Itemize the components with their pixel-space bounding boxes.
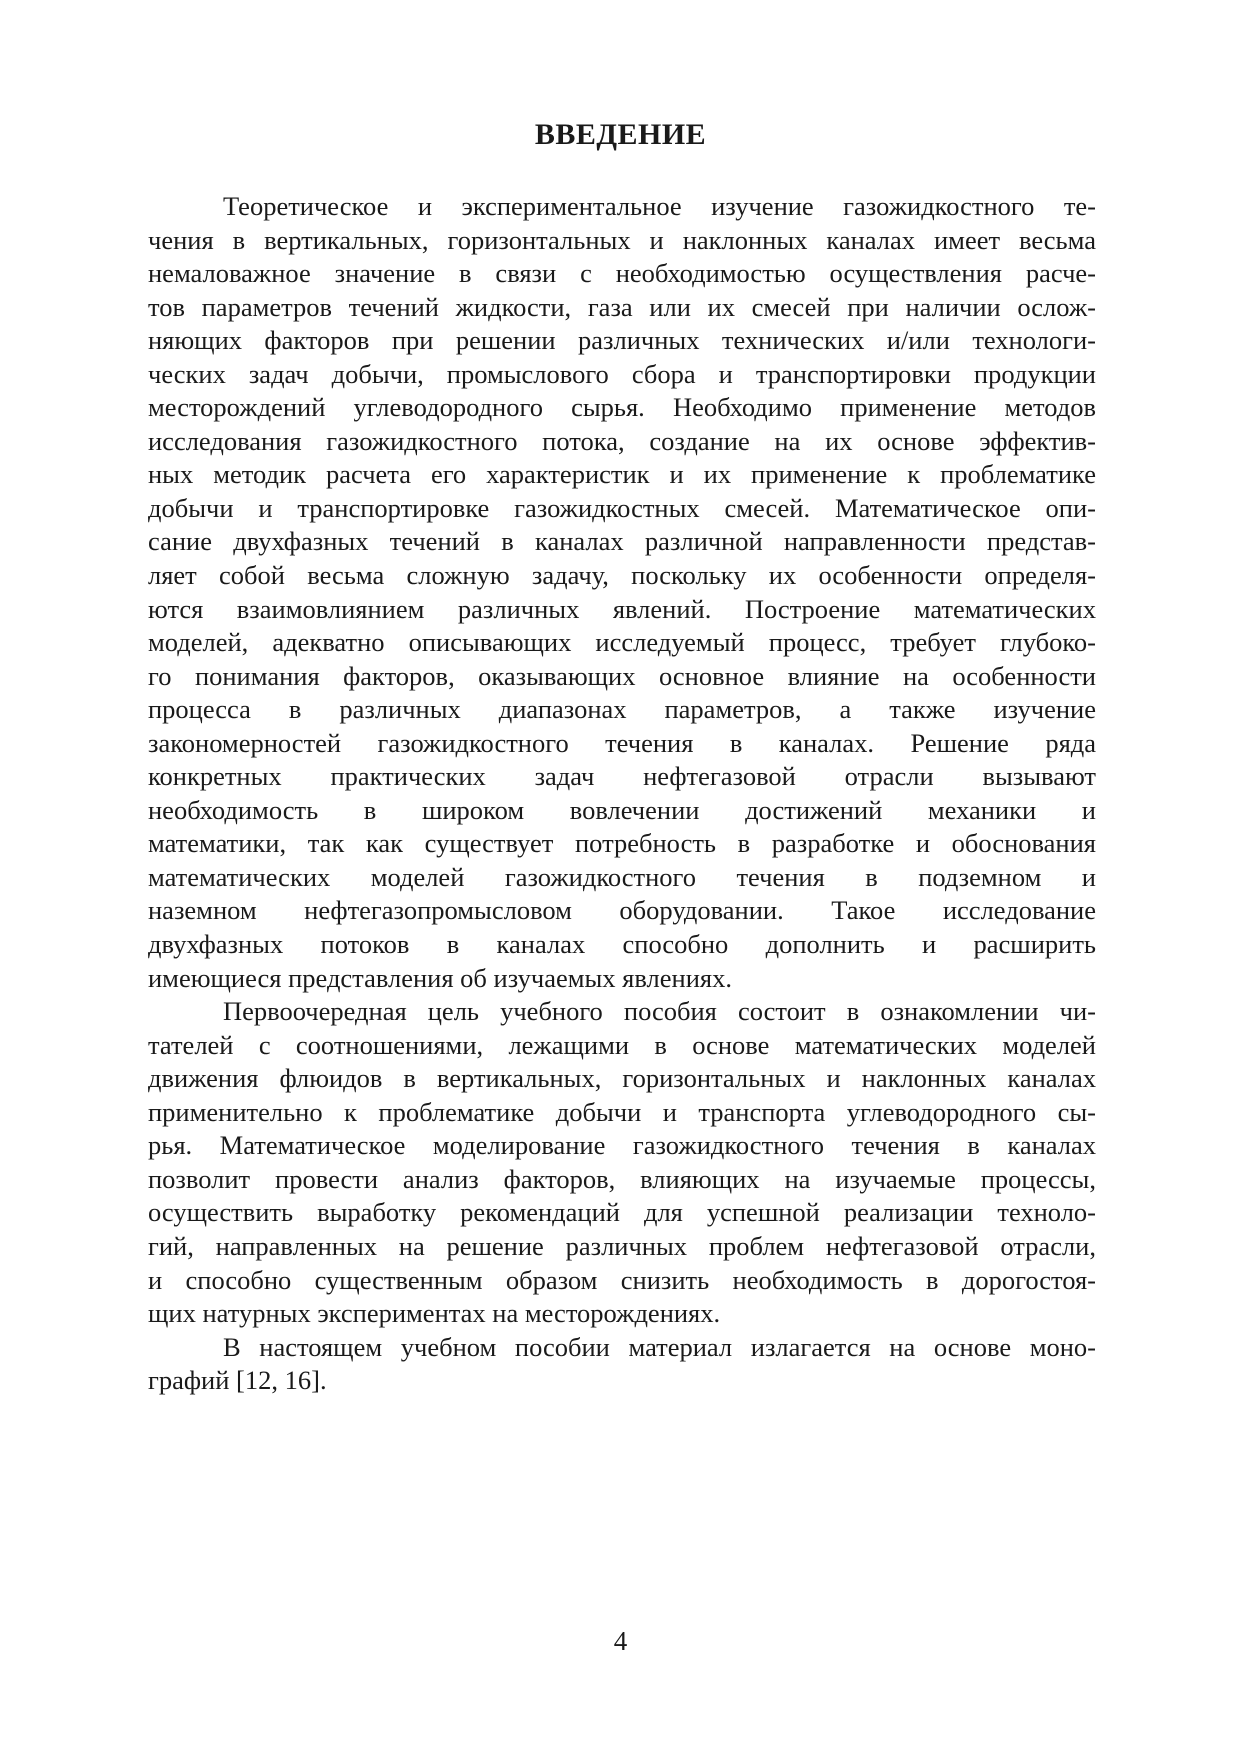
text-line: добычи и транспортировке газожидкостных смесей. Математическое опи- [148,492,1096,523]
text-line: процесса в различных диапазонах параметров, а также изучение [148,694,1096,725]
text-line: щих натурных экспериментах на месторождениях. [148,1298,721,1329]
text-line: двухфазных потоков в каналах способно дополнить и расширить [148,929,1096,960]
text-line: конкретных практических задач нефтегазовой отрасли вызывают [148,761,1096,792]
text-line: гий, направленных на решение различных проблем нефтегазовой отрасли, [148,1230,1096,1261]
text-line: применительно к проблематике добычи и транспорта углеводородного сы- [148,1096,1096,1127]
text-line: сание двухфазных течений в каналах различной направленности представ- [148,526,1096,557]
paragraph-2 [148,995,1096,1330]
text-line: Первоочередная цель учебного пособия состоит в ознакомлении чи- [223,996,1096,1027]
text-line: ляет собой весьма сложную задачу, поскольку их особенности определя- [148,560,1096,591]
text-line: математики, так как существует потребность в разработке и обоснования [148,828,1096,859]
page-number: 4 [613,1626,628,1656]
text-line: исследования газожидкостного потока, создание на их основе эффектив- [148,425,1096,456]
text-line: закономерностей газожидкостного течения в каналах. Решение ряда [148,727,1096,758]
text-line: позволит провести анализ факторов, влияющих на изучаемые процессы, [148,1163,1096,1194]
text-line: ных методик расчета его характеристик и их применение к проблематике [148,459,1096,490]
text-line: графий [12, 16]. [148,1365,327,1396]
text-line: тов параметров течений жидкости, газа или их смесей при наличии ослож- [148,291,1096,322]
text-line: месторождений углеводородного сырья. Необходимо применение методов [148,392,1096,423]
text-line: ческих задач добычи, промыслового сбора и транспортировки продукции [148,358,1096,389]
text-line: чения в вертикальных, горизонтальных и наклонных каналах имеет весьма [148,224,1096,255]
text-line: В настоящем учебном пособии материал излагается на основе моно- [223,1331,1096,1362]
text-line: моделей, адекватно описывающих исследуемый процесс, требует глубоко- [148,627,1096,658]
text-line: тателей с соотношениями, лежащими в основе математических моделей [148,1029,1096,1060]
text-line: осуществить выработку рекомендаций для успешной реализации техноло- [148,1197,1096,1228]
text-line: математических моделей газожидкостного течения в подземном и [148,861,1096,892]
body-text [148,190,1096,1398]
text-line: необходимость в широком вовлечении достижений механики и [148,794,1096,825]
text-line: ются взаимовлиянием различных явлений. Построение математических [148,593,1096,624]
text-line: движения флюидов в вертикальных, горизонтальных и наклонных каналах [148,1063,1096,1094]
paragraph-3 [148,1331,1096,1398]
text-line: имеющиеся представления об изучаемых явлениях. [148,962,732,993]
paragraph-1 [148,190,1096,995]
page-title: ВВЕДЕНИЕ [534,118,707,151]
text-line: и способно существенным образом снизить необходимость в дорогостоя- [148,1264,1096,1295]
text-line: Теоретическое и экспериментальное изучение газожидкостного те- [223,191,1096,221]
text-line: няющих факторов при решении различных технических и/или технологи- [148,325,1096,356]
text-line: наземном нефтегазопромысловом оборудовании. Такое исследование [148,895,1096,926]
text-line: го понимания факторов, оказывающих основное влияние на особенности [148,660,1096,691]
text-line: рья. Математическое моделирование газожидкостного течения в каналах [148,1130,1096,1161]
text-line: немаловажное значение в связи с необходимостью осуществления расче- [148,258,1096,289]
